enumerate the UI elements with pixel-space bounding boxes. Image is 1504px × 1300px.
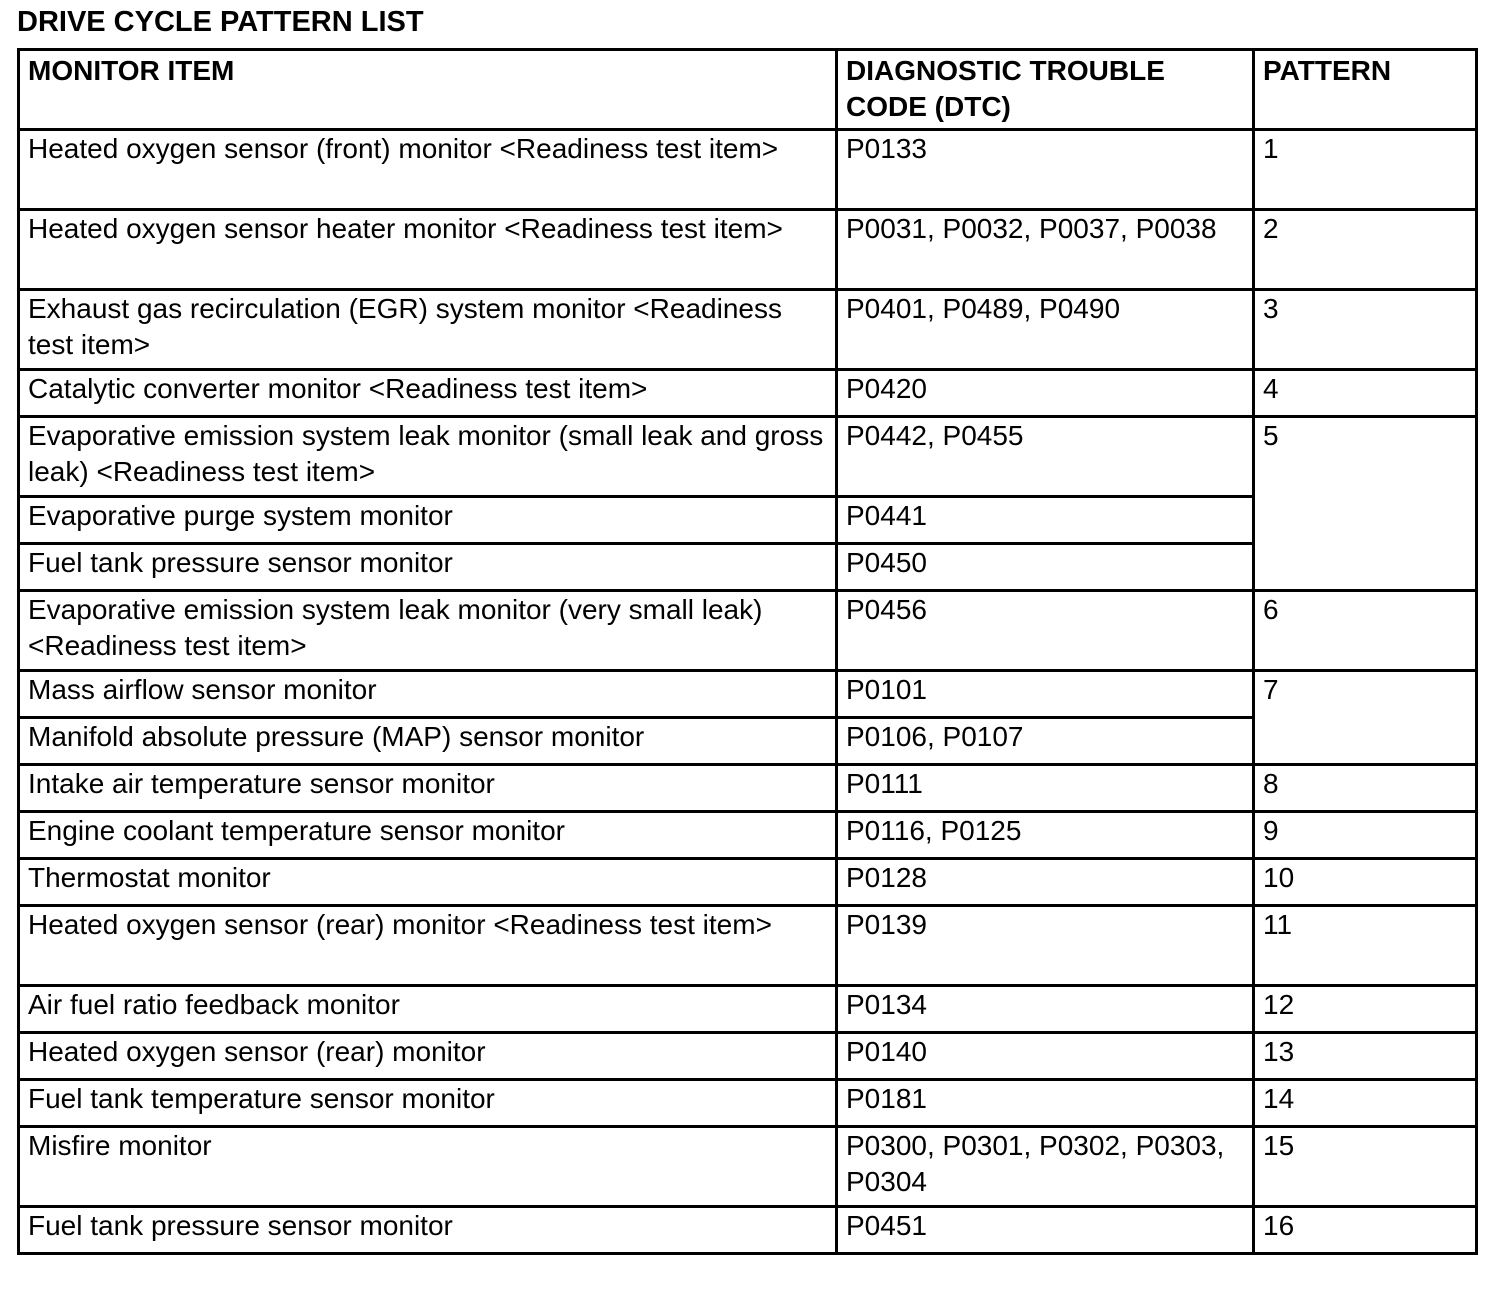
pattern-cell: 4 [1254,370,1477,417]
monitor-cell: Evaporative emission system leak monitor (very small leak) <Readiness test item> [19,591,837,671]
table-row [19,671,1477,718]
column-header-pattern: PATTERN [1254,50,1477,130]
monitor-cell: Thermostat monitor [19,859,837,906]
monitor-cell: Intake air temperature sensor monitor [19,765,837,812]
monitor-cell: Fuel tank temperature sensor monitor [19,1080,837,1127]
table-row [19,906,1477,986]
dtc-cell: P0420 [837,370,1254,417]
monitor-cell: Fuel tank pressure sensor monitor [19,544,837,591]
dtc-cell: P0451 [837,1207,1254,1254]
table-row [19,1033,1477,1080]
dtc-cell: P0181 [837,1080,1254,1127]
pattern-cell: 5 [1254,417,1477,591]
table-row [19,417,1477,497]
monitor-cell: Heated oxygen sensor (rear) monitor <Readiness test item> [19,906,837,986]
dtc-cell: P0128 [837,859,1254,906]
monitor-cell: Manifold absolute pressure (MAP) sensor monitor [19,718,837,765]
monitor-cell: Heated oxygen sensor (rear) monitor [19,1033,837,1080]
pattern-cell: 10 [1254,859,1477,906]
dtc-cell: P0133 [837,130,1254,210]
dtc-cell: P0031, P0032, P0037, P0038 [837,210,1254,290]
dtc-cell: P0401, P0489, P0490 [837,290,1254,370]
dtc-cell: P0139 [837,906,1254,986]
table-row [19,986,1477,1033]
pattern-cell: 3 [1254,290,1477,370]
dtc-cell: P0134 [837,986,1254,1033]
column-header-monitor-item: MONITOR ITEM [19,50,837,130]
pattern-cell: 1 [1254,130,1477,210]
pattern-cell: 14 [1254,1080,1477,1127]
monitor-cell: Heated oxygen sensor (front) monitor <Readiness test item> [19,130,837,210]
pattern-cell: 6 [1254,591,1477,671]
table-row [19,812,1477,859]
dtc-cell: P0450 [837,544,1254,591]
monitor-cell: Exhaust gas recirculation (EGR) system monitor <Readiness test item> [19,290,837,370]
pattern-cell: 13 [1254,1033,1477,1080]
monitor-cell: Catalytic converter monitor <Readiness test item> [19,370,837,417]
dtc-cell: P0456 [837,591,1254,671]
pattern-cell: 11 [1254,906,1477,986]
dtc-cell: P0116, P0125 [837,812,1254,859]
monitor-cell: Heated oxygen sensor heater monitor <Readiness test item> [19,210,837,290]
monitor-cell: Engine coolant temperature sensor monitor [19,812,837,859]
dtc-cell: P0300, P0301, P0302, P0303, P0304 [837,1127,1254,1207]
table-row [19,1080,1477,1127]
monitor-cell: Mass airflow sensor monitor [19,671,837,718]
monitor-cell: Air fuel ratio feedback monitor [19,986,837,1033]
pattern-cell: 9 [1254,812,1477,859]
table-row [19,290,1477,370]
monitor-cell: Evaporative emission system leak monitor (small leak and gross leak) <Readiness test item> [19,417,837,497]
pattern-cell: 8 [1254,765,1477,812]
pattern-cell: 12 [1254,986,1477,1033]
drive-cycle-pattern-table [17,48,1478,1255]
table-row [19,370,1477,417]
table-row [19,765,1477,812]
dtc-cell: P0111 [837,765,1254,812]
table-row [19,130,1477,210]
dtc-cell: P0106, P0107 [837,718,1254,765]
table-header-row [19,50,1477,130]
pattern-cell: 15 [1254,1127,1477,1207]
dtc-cell: P0140 [837,1033,1254,1080]
column-header-dtc: DIAGNOSTIC TROUBLE CODE (DTC) [837,50,1254,130]
dtc-cell: P0441 [837,497,1254,544]
table-row [19,210,1477,290]
pattern-cell: 7 [1254,671,1477,765]
table-row [19,1127,1477,1207]
monitor-cell: Misfire monitor [19,1127,837,1207]
table-row [19,591,1477,671]
table-row [19,1207,1477,1254]
dtc-cell: P0101 [837,671,1254,718]
pattern-cell: 16 [1254,1207,1477,1254]
document-title: DRIVE CYCLE PATTERN LIST [17,6,424,38]
pattern-cell: 2 [1254,210,1477,290]
monitor-cell: Fuel tank pressure sensor monitor [19,1207,837,1254]
table-row [19,859,1477,906]
monitor-cell: Evaporative purge system monitor [19,497,837,544]
dtc-cell: P0442, P0455 [837,417,1254,497]
